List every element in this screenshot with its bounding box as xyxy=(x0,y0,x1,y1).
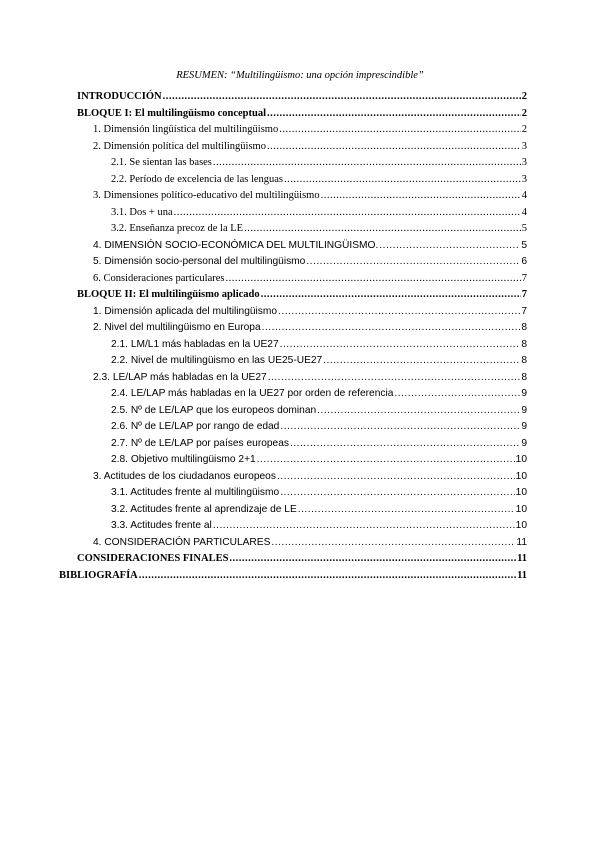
toc-leader-dots xyxy=(229,551,516,567)
toc-leader-dots xyxy=(284,172,521,188)
toc-entry-2-2-6[interactable] xyxy=(111,419,527,435)
toc-leader-dots xyxy=(280,485,514,501)
document-title: RESUMEN: “Multilingüismo: una opción imprescindible” xyxy=(176,70,424,81)
toc-entry-2-2-5[interactable] xyxy=(111,403,527,419)
toc-entry-label: 2.3. LE/LAP más habladas en la UE27 xyxy=(93,372,267,383)
toc-entry-label: 1. Dimensión aplicada del multilingüismo xyxy=(93,306,278,317)
toc-page-number: 7 xyxy=(521,306,527,317)
toc-entry-2-3-2[interactable] xyxy=(111,502,527,518)
toc-entry-2-3-3[interactable] xyxy=(111,518,527,534)
toc-page-number: 10 xyxy=(515,520,527,531)
toc-entry-2-2-2[interactable] xyxy=(111,353,527,369)
toc-entry-1-2-1[interactable] xyxy=(111,155,527,171)
toc-leader-dots xyxy=(267,106,521,122)
toc-page-number: 8 xyxy=(521,372,527,383)
toc-entry-2-3[interactable] xyxy=(93,469,527,485)
toc-leader-dots xyxy=(379,238,520,254)
toc-leader-dots xyxy=(306,254,520,270)
toc-entry-label: INTRODUCCIÓN xyxy=(77,91,162,102)
toc-leader-dots xyxy=(139,568,516,584)
toc-leader-dots xyxy=(262,320,521,336)
toc-page-number: 9 xyxy=(521,438,527,449)
toc-page-number: 6 xyxy=(521,256,527,267)
toc-page-number: 10 xyxy=(515,487,527,498)
toc-page-number: 7 xyxy=(521,289,527,300)
toc-entry-label: CONSIDERACIONES FINALES xyxy=(77,553,229,564)
toc-leader-dots xyxy=(317,403,520,419)
toc-page-number: 3 xyxy=(521,141,527,152)
toc-leader-dots xyxy=(213,518,515,534)
toc-entry-label: 2.2. Nivel de multilingüismo en las UE25-UE27 xyxy=(111,355,323,366)
toc-entry-label: 3.2. Enseñanza precoz de la LE xyxy=(111,223,244,234)
toc-entry-1-4[interactable] xyxy=(93,238,527,254)
toc-leader-dots xyxy=(268,370,521,386)
toc-entry-label: 3.3. Actitudes frente al xyxy=(111,520,212,531)
toc-page-number: 9 xyxy=(521,388,527,399)
toc-entry-1-3-1[interactable] xyxy=(111,205,527,221)
toc-entry-label: 2.1. LM/L1 más habladas en la UE27 xyxy=(111,339,279,350)
toc-entry-label: 3. Actitudes de los ciudadanos europeos xyxy=(93,471,276,482)
toc-entry-1-3[interactable] xyxy=(93,188,527,204)
toc-page-number: 8 xyxy=(521,339,527,350)
toc-entry-2-2-3[interactable] xyxy=(93,370,527,386)
toc-page-number: 2 xyxy=(521,108,527,119)
toc-entry-2-4[interactable] xyxy=(93,535,527,551)
toc-entry-2-2-7[interactable] xyxy=(111,436,527,452)
toc-entry-label: BLOQUE II: El multilingüismo aplicado xyxy=(77,289,260,300)
toc-leader-dots xyxy=(226,271,521,287)
toc-entry-label: 2.8. Objetivo multilingüismo 2+1 xyxy=(111,454,256,465)
toc-leader-dots xyxy=(290,436,520,452)
toc-leader-dots xyxy=(174,205,521,221)
toc-leader-dots xyxy=(277,469,515,485)
toc-entry-1-1[interactable] xyxy=(93,122,527,138)
toc-leader-dots xyxy=(280,337,521,353)
toc-entry-1-3-2[interactable] xyxy=(111,221,527,237)
toc-entry-1-2[interactable] xyxy=(93,139,527,155)
toc-page-number: 3 xyxy=(521,174,527,185)
toc-page-number: 10 xyxy=(515,471,527,482)
toc-leader-dots xyxy=(163,89,521,105)
toc-entry-label: 6. Consideraciones particulares xyxy=(93,273,225,284)
toc-leader-dots xyxy=(261,287,521,303)
toc-entry-2-2[interactable] xyxy=(93,320,527,336)
toc-leader-dots xyxy=(298,502,515,518)
toc-leader-dots xyxy=(279,122,521,138)
toc-entry-label: 1. Dimensión lingüística del multilingüismo xyxy=(93,124,279,135)
toc-entry-bibliografia[interactable] xyxy=(59,568,527,584)
toc-page-number: 5 xyxy=(521,240,527,251)
toc-entry-bloque-2[interactable] xyxy=(77,287,527,303)
toc-entry-label: 3.1. Dos + una xyxy=(111,207,173,218)
toc-entry-label: BIBLIOGRAFÍA xyxy=(59,570,138,581)
toc-leader-dots xyxy=(323,353,520,369)
toc-page-number: 11 xyxy=(517,553,527,564)
toc-entry-1-2-2[interactable] xyxy=(111,172,527,188)
toc-entry-label: 2.5. Nº de LE/LAP que los europeos dominan xyxy=(111,405,317,416)
toc-entry-2-1[interactable] xyxy=(93,304,527,320)
toc-entry-1-6[interactable] xyxy=(93,271,527,287)
toc-entry-label: 2.7. Nº de LE/LAP por países europeas xyxy=(111,438,289,449)
toc-entry-label: 4. CONSIDERACIÓN PARTICULARES xyxy=(93,537,271,548)
toc-leader-dots xyxy=(213,155,521,171)
toc-entry-2-2-4[interactable] xyxy=(111,386,527,402)
toc-entry-label: 2.1. Se sientan las bases xyxy=(111,157,212,168)
toc-leader-dots xyxy=(278,304,520,320)
toc-entry-label: 3. Dimensiones político-educativo del multilingüismo xyxy=(93,190,320,201)
toc-entry-2-3-1[interactable] xyxy=(111,485,527,501)
toc-leader-dots xyxy=(271,535,515,551)
toc-leader-dots xyxy=(394,386,520,402)
toc-page-number: 4 xyxy=(521,207,527,218)
toc-leader-dots xyxy=(267,139,521,155)
toc-page-number: 10 xyxy=(515,454,527,465)
toc-page-number: 11 xyxy=(516,537,527,548)
toc-entry-introduccion[interactable] xyxy=(77,89,527,105)
toc-entry-label: 2. Nivel del multilingüismo en Europa xyxy=(93,322,261,333)
toc-page-number: 4 xyxy=(521,190,527,201)
toc-page-number: 11 xyxy=(517,570,527,581)
toc-page-number: 9 xyxy=(521,421,527,432)
toc-page-number: 10 xyxy=(515,504,527,515)
toc-leader-dots xyxy=(257,452,515,468)
toc-page-number: 5 xyxy=(521,223,527,234)
toc-entry-consideraciones-finales[interactable] xyxy=(77,551,527,567)
toc-page-number: 2 xyxy=(521,91,527,102)
toc-entry-label: 5. Dimensión socio-personal del multilingüismo xyxy=(93,256,306,267)
toc-entry-2-2-8[interactable] xyxy=(111,452,527,468)
toc-entry-label: 4. DIMENSIÓN SOCIO-ECONÓMICA DEL MULTILINGÜISMO. xyxy=(93,240,379,251)
toc-entry-1-5[interactable] xyxy=(93,254,527,270)
toc-entry-label: 2.6. Nº de LE/LAP por rango de edad xyxy=(111,421,280,432)
toc-page-number: 2 xyxy=(521,124,527,135)
toc-page-number: 8 xyxy=(521,355,527,366)
toc-entry-2-2-1[interactable] xyxy=(111,337,527,353)
toc-page-number: 8 xyxy=(521,322,527,333)
toc-page-number: 9 xyxy=(521,405,527,416)
toc-entry-label: 2.2. Período de excelencia de las lenguas xyxy=(111,174,284,185)
toc-leader-dots xyxy=(244,221,521,237)
toc-page-number: 3 xyxy=(521,157,527,168)
toc-leader-dots xyxy=(321,188,521,204)
toc-entry-label: 3.2. Actitudes frente al aprendizaje de LE xyxy=(111,504,297,515)
toc-entry-label: 3.1. Actitudes frente al multilingüismo xyxy=(111,487,280,498)
toc-entry-label: BLOQUE I: El multilingüismo conceptual xyxy=(77,108,267,119)
toc-entry-bloque-1[interactable] xyxy=(77,106,527,122)
toc-leader-dots xyxy=(280,419,520,435)
toc-entry-label: 2.4. LE/LAP más habladas en la UE27 por orden de referencia xyxy=(111,388,394,399)
toc-entry-label: 2. Dimensión política del multilingüismo xyxy=(93,141,266,152)
toc-page-number: 7 xyxy=(521,273,527,284)
